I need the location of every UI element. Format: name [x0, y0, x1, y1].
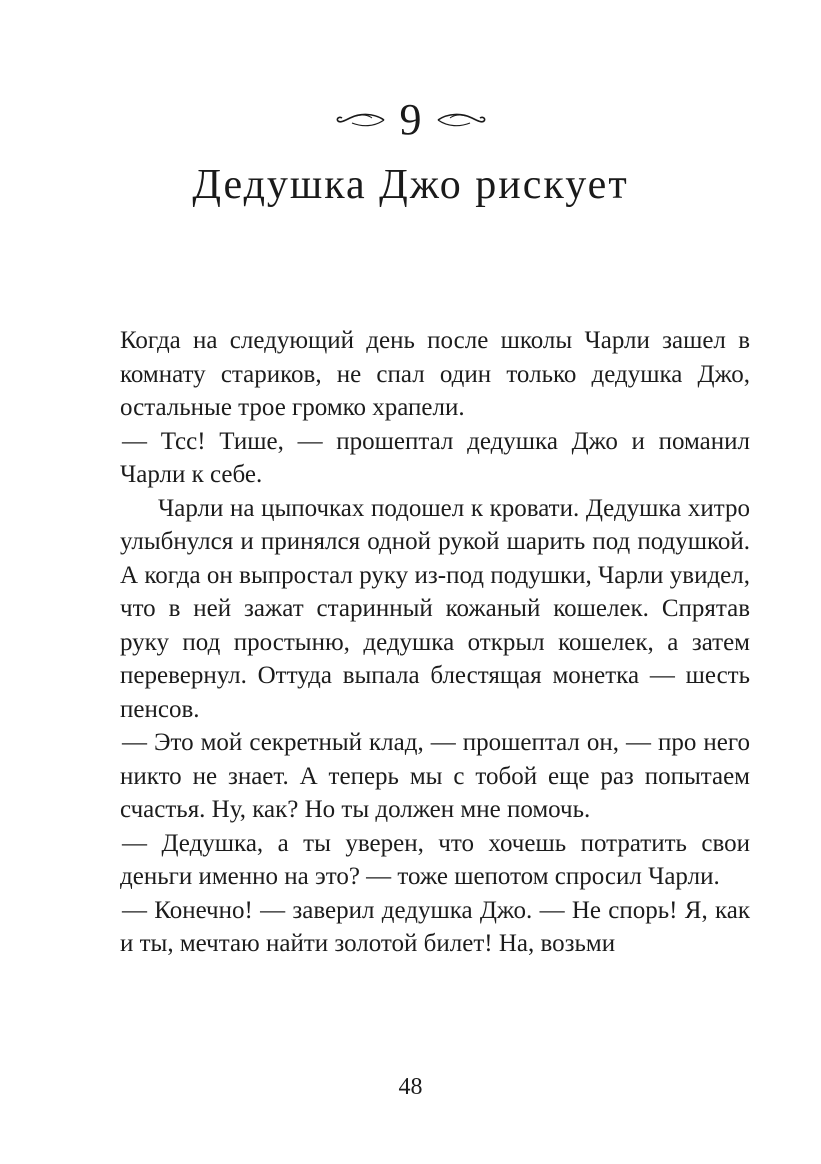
flourish-right-icon: [436, 109, 488, 131]
page-number: 48: [398, 1074, 423, 1100]
chapter-number: 9: [399, 95, 422, 144]
chapter-heading: [0, 96, 821, 210]
paragraph: Когда на следующий день после школы Чарли зашел в комнату стариков, не спал один только дедушка Джо, остальные трое громко храпели.: [120, 327, 750, 421]
chapter-title: Дедушка Джо рискует: [192, 162, 629, 208]
paragraph: Чарли на цыпочках подошел к кровати. Дедушка хитро улыбнулся и принялся одной рукой шарить под подушкой. А когда он выпростал руку из-под подушки, Чарли увидел, что в ней зажат старинный кожаный кошелек. Спрятав руку под простыню, дедушка открыл кошелек, а затем перевернул. Оттуда выпала блестящая монетка — шесть пенсов.: [120, 494, 750, 723]
paragraph: — Дедушка, а ты уверен, что хочешь потратить свои деньги именно на это? — тоже шепотом спросил Чарли.: [120, 829, 750, 890]
body-text: [120, 324, 750, 961]
chapter-number-row: [0, 96, 821, 144]
flourish-left-icon: [334, 109, 386, 131]
paragraph: — Тсс! Тише, — прошептал дедушка Джо и поманил Чарли к себе.: [120, 427, 750, 488]
paragraph: — Конечно! — заверил дедушка Джо. — Не спорь! Я, как и ты, мечтаю найти золотой билет! На, возьми: [120, 896, 750, 957]
paragraph: — Это мой секретный клад, — прошептал он, — про него никто не знает. А теперь мы с тобой еще раз попытаем счастья. Ну, как? Но ты должен мне помочь.: [120, 729, 750, 823]
